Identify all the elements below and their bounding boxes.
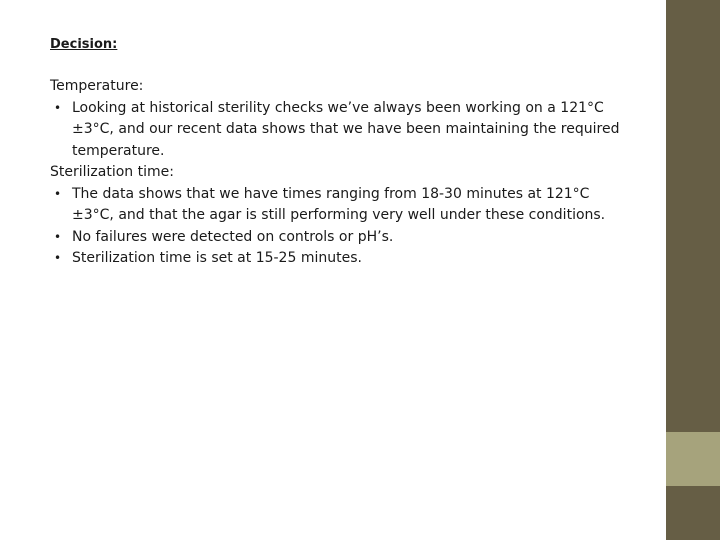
bullet-icon: • (54, 100, 62, 115)
sterilization-section (50, 162, 630, 270)
bullet-icon: • (54, 251, 62, 265)
list-item (50, 227, 630, 249)
slide-content (50, 36, 630, 270)
bullet-icon: • (54, 186, 62, 201)
decorative-sidebar-accent (666, 432, 720, 486)
sterilization-bullet-list (50, 184, 630, 270)
bullet-text: Sterilization time is set at 15-25 minutes. (72, 250, 362, 266)
temperature-bullet-list (50, 98, 630, 163)
bullet-text: The data shows that we have times ranging from 18-30 minutes at 121°C ±3°C, and that the agar is still performing very well under these conditions. (72, 185, 606, 223)
list-item (50, 98, 630, 163)
bullet-text: Looking at historical sterility checks we’ve always been working on a 121°C ±3°C, and our recent data shows that we have been maintaining the required temperature. (72, 99, 620, 159)
sterilization-label: Sterilization time: (50, 164, 174, 180)
bullet-icon: • (54, 229, 62, 244)
list-item (50, 184, 630, 227)
temperature-label: Temperature: (50, 78, 144, 94)
bullet-text: No failures were detected on controls or pH’s. (72, 228, 394, 245)
temperature-section (50, 76, 630, 162)
list-item (50, 248, 630, 270)
slide-heading: Decision: (50, 37, 118, 52)
